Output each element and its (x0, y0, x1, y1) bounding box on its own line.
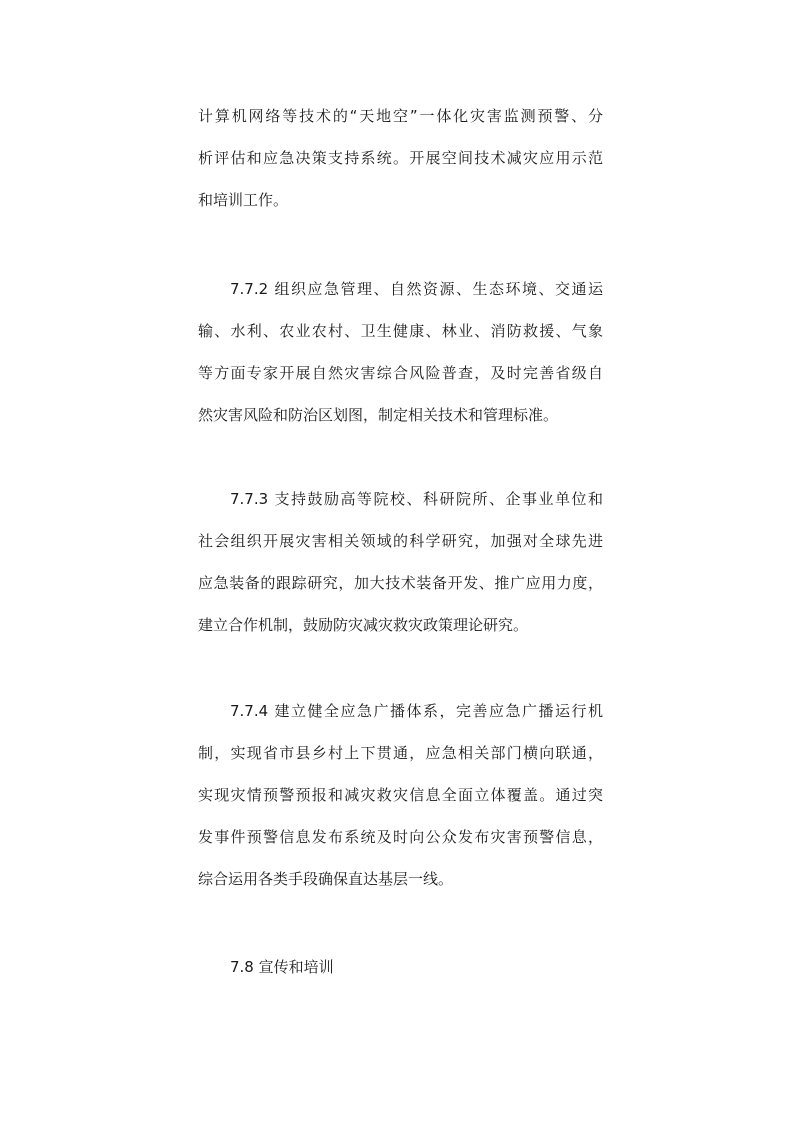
paragraph-line: 7.7.4 建立健全应急广播体系，完善应急广播运行机 (230, 702, 603, 720)
paragraph-line: 应急装备的跟踪研究，加大技术装备开发、推广应用力度， (198, 574, 603, 592)
paragraph-7-7-4 (198, 690, 603, 900)
paragraph-line: 7.7.3 支持鼓励高等院校、科研院所、企事业单位和 (230, 490, 603, 508)
paragraph-line: 发事件预警信息发布系统及时向公众发布灾害预警信息， (198, 828, 603, 846)
paragraph-continued (198, 95, 603, 221)
paragraph-7-7-2 (198, 268, 603, 436)
paragraph-line: 计算机网络等技术的“天地空”一体化灾害监测预警、分 (198, 107, 603, 125)
paragraph-7-7-3 (198, 478, 603, 646)
paragraph-line: 7.7.2 组织应急管理、自然资源、生态环境、交通运 (230, 280, 603, 298)
paragraph-line: 等方面专家开展自然灾害综合风险普查，及时完善省级自 (198, 364, 603, 382)
paragraph-line: 建立合作机制，鼓励防灾减灾救灾政策理论研究。 (198, 616, 529, 634)
paragraph-line: 制，实现省市县乡村上下贯通，应急相关部门横向联通， (198, 744, 603, 762)
paragraph-line: 社会组织开展灾害相关领域的科学研究，加强对全球先进 (198, 532, 603, 550)
paragraph-line: 析评估和应急决策支持系统。开展空间技术减灾应用示范 (198, 149, 603, 167)
paragraph-line: 输、水利、农业农村、卫生健康、林业、消防救援、气象 (198, 322, 603, 340)
paragraph-line: 实现灾情预警预报和减灾救灾信息全面立体覆盖。通过突 (198, 786, 603, 804)
section-heading: 7.8 宣传和培训 (230, 958, 334, 976)
paragraph-line: 综合运用各类手段确保直达基层一线。 (198, 870, 454, 888)
section-heading-7-8 (198, 946, 603, 988)
paragraph-line: 和培训工作。 (198, 191, 289, 209)
paragraph-line: 然灾害风险和防治区划图，制定相关技术和管理标准。 (198, 406, 559, 424)
